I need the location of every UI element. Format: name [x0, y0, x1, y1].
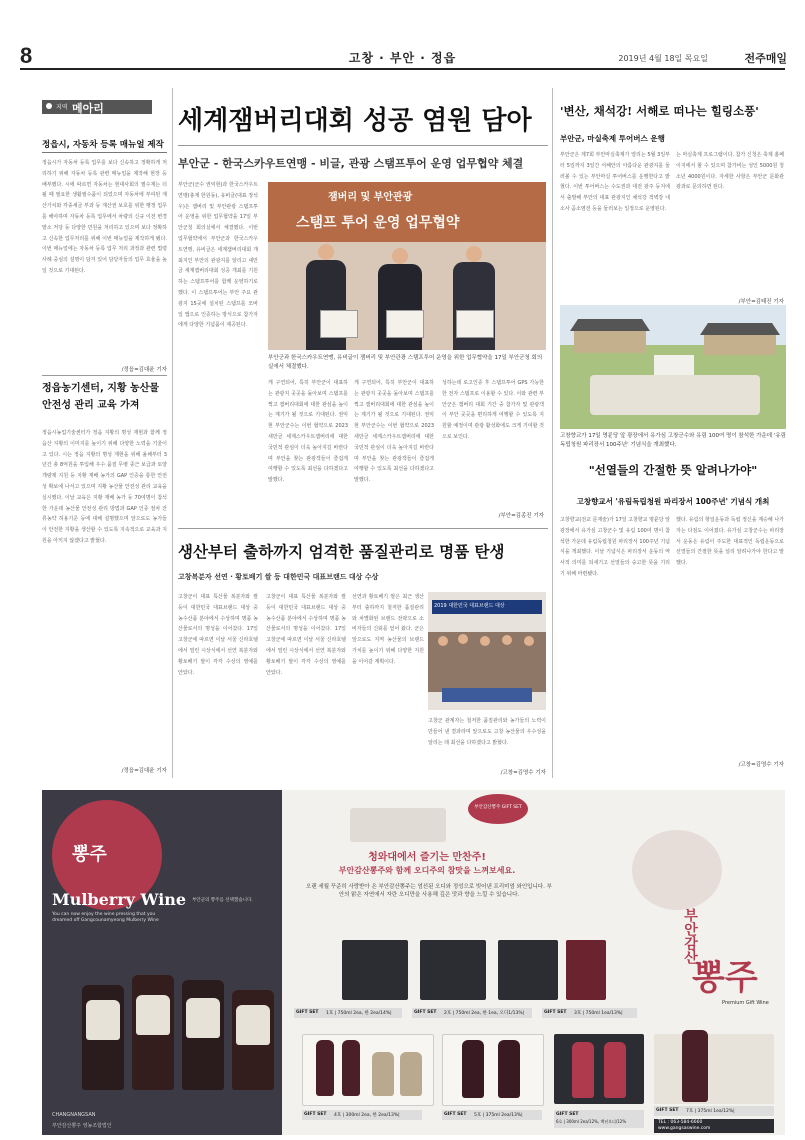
person-head	[480, 636, 490, 646]
gift-box	[498, 940, 558, 1000]
article-body: 정읍시농업기술센터가 정읍 지황의 명성 재현과 함께 정읍산 지황의 이미지를 높이기 위해 다양한 노력을 기울이고 있다. 시는 정읍 지황의 명성 재현을 위해 올해부터 3년간 총 8억원을 투입해 우수 품질 무병 종근 보급과 토양 개량제 지원 등 지황 재배 농가의 GAP 인증을 통한 안전성 확보에 나서고 있으며 지황 농산물 안전성 관리 교육을 실시했다. 이날 교육은 지황 재배 농가 등 70여명이 참석한 가운데 농산물 안전성 관리 방법과 GAP 인증 절차 잔류농약 허용기준 등에 대해 설명했으며 앞으로도 농가들이 안전한 지황을 생산할 수 있도록 지속적으로 교육과 지원을 아끼지 않겠다고 밝혔다.	[42, 430, 167, 544]
wine-bottle	[400, 1052, 422, 1096]
article-title: '변산, 채석강! 서해로 떠나는 힐링소풍'	[560, 104, 759, 118]
gift-set-price: 7호 | 375ml 1ea/12%|	[686, 1109, 735, 1114]
gift-set-label: GIFT SET	[296, 1010, 319, 1015]
hanok-wall	[704, 335, 776, 355]
column-divider	[552, 88, 553, 778]
person-head	[392, 248, 408, 264]
agreement-document	[456, 310, 494, 338]
gift-set-tag	[654, 1106, 774, 1116]
wine-bottle	[316, 1040, 334, 1096]
divider	[178, 145, 548, 146]
photo-caption: 고창향교가 17일 명륜당 앞 광장에서 유가심 고창군수와 유림 100여 명이 참석한 가운데 '유림독립청원 파리장서 100주년' 기념식을 개최했다.	[560, 433, 786, 448]
award-banner	[442, 688, 532, 702]
wine-bottle	[682, 1030, 708, 1102]
ad-body: 오랜 세월 꾸준히 사랑받아 온 부안감산뽕주는 엄선된 오디와 정성으로 빚어낸 프리미엄 와인입니다. 부안의 맑은 자연에서 자란 오디만을 사용해 깊은 맛과 향을 느낄 수 있습니다.	[306, 884, 552, 898]
article-headline: 정읍시, 자동차 등록 매뉴얼 제작	[42, 140, 164, 150]
company-url: www.gangsaswine.com	[658, 1126, 711, 1131]
person-head	[438, 636, 448, 646]
issue-date: 2019년 4월 18일 목요일	[618, 54, 708, 63]
main-photo	[268, 182, 546, 350]
wine-bottle	[498, 1040, 520, 1098]
ad-premium: Premium Gift Wine	[722, 1000, 769, 1006]
divider	[42, 375, 167, 376]
gift-set-tag	[294, 1008, 402, 1018]
ceremony-photo	[560, 305, 786, 429]
wine-bottle	[372, 1052, 394, 1096]
ad-headline: 청와대에서 즐기는 만찬주!	[368, 852, 486, 863]
article-subtitle: 고창향교서 '유림독립청원 파리장서 100주년' 기념식 개최	[576, 497, 770, 506]
tent	[654, 355, 694, 375]
article-body: 고창향교(전교 문재술)가 17일 고창향교 명륜당 앞 광장에서 유가심 고창군수 및 유림 100여 명이 참석한 가운데 유림독립청원 파리장서 100주년 기념식을 개최했다. 이날 기념식은 파리장서 운동의 역사적 의미를 되새기고 선열들의 숭고한 뜻을 기리기 위해 마련됐다.	[560, 517, 670, 577]
gift-set-label: GIFT SET	[304, 1112, 327, 1117]
person-head	[458, 634, 468, 644]
divider	[42, 152, 167, 153]
article-subtitle: 부안군, 마실축제 투어버스 운행	[560, 134, 665, 143]
agreement-document	[320, 310, 358, 338]
gift-set-price: 6호 | 300ml 2ea/12%, 백년오디/12%	[556, 1119, 627, 1124]
paper-name: 전주매일	[744, 52, 787, 65]
bottle-label	[236, 1005, 270, 1045]
ad-headline: 부안감산뽕주와 함께 오디주의 참맛을 느껴보세요.	[338, 866, 516, 875]
article-subtitle: 고창복분자 선연 · 황토배기 쌀 등 대한민국 대표브랜드 대상 수상	[178, 573, 379, 581]
gift-set-label: GIFT SET	[556, 1112, 579, 1117]
article-body: 부안군(군수 권익현)과 한국스카우트연맹(총재 한원동), 유비글(대표 장석우)은 잼버리 및 부안관광 스탬프투어 운영을 위한 업무협약을 17일 부안군청 회의실에서 체결했다. 이번 업무협약에서 부안군과 한국스카우트연맹, 유비글은 세계잼버리대회 개최지인 부안의 관광지를 알리고 새만금 세계잼버리대회 성공 개최를 기원하는 스탬프투어를 함께 운영하기로 했다. 이 스탬프투어는 부안 주요 관광지 15곳에 설치된 스탬프를 모바일 앱으로 인증하는 방식으로 참가자에게 다양한 기념품이 제공된다.	[178, 182, 258, 329]
seated-crowd	[590, 375, 760, 415]
award-photo	[428, 592, 546, 710]
ad-brand: Mulberry Wine	[52, 890, 187, 909]
wine-bottle	[342, 1040, 360, 1096]
wine-bottle	[572, 1042, 594, 1098]
gift-set-price: 4호 | 300ml 2ea, 한 2ea/13%|	[334, 1113, 400, 1118]
gift-set-tag	[412, 1008, 532, 1018]
ad-ribbon: CHANGNANGSAN	[52, 1112, 96, 1118]
article-body: 고창군 관계자는 철저한 품질관리와 농가들의 노력이 만들어 낸 결과라며 앞으로도 고창 농산물의 우수성을 알리는 데 최선을 다하겠다고 밝혔다.	[428, 718, 546, 746]
person-head	[502, 635, 512, 645]
article-title: "선열들의 간절한 뜻 알려나가야"	[588, 463, 758, 477]
ad-side-note: 부안군의 뽕주를 선택했습니다.	[192, 898, 253, 903]
person-head	[466, 246, 482, 262]
gift-set-price: 3호 | 750ml 1ea/13%|	[574, 1011, 623, 1016]
gift-badge-text: 부안감산뽕주 GIFT SET	[474, 805, 522, 810]
gift-box	[654, 1034, 774, 1104]
article-body: 고창군이 대표 특산물 복분자와 쌀 등이 대한민국 대표브랜드 대상 중 농수산품 분야에서 수상하며 명품 농산물로서의 명성을 이어갔다. 17일 고창군에 따르면 이날 서울 신라호텔에서 열린 시상식에서 선연 복분자와 황토배기 쌀이 각각 수상의 영예를 안았다.	[178, 594, 258, 676]
article-byline: /부안=김태진 기자	[738, 299, 784, 305]
gift-box	[442, 1034, 544, 1106]
bottle-label	[136, 995, 170, 1035]
article-byline: /고창=김영수 기자	[500, 770, 546, 776]
mulberry-fruit	[632, 830, 722, 910]
ad-big-logo: 부안감산	[682, 908, 698, 964]
photo-caption: 부안군과 한국스카우트연맹, 유비글이 잼버리 및 부안관광 스탬프투어 운영을 위한 업무협약을 17일 부안군청 회의실에서 체결했다.	[268, 355, 543, 370]
column-divider	[172, 88, 173, 778]
header-rule	[20, 68, 785, 70]
person-head	[524, 636, 534, 646]
hanok-roof	[570, 319, 650, 331]
gift-product-photo	[350, 808, 446, 842]
article-body: 성하는데 로고인증 후 스탬프투어 GPS 가능한 한 전자 스탬프로 이용할 수 있다. 이와 관련 부안군은 잼버리 대회 기간 중 참가자 및 관광객이 부안 곳곳을 편리하게 여행할 수 있도록 지원할 예정이며 관광 활성화에도 크게 기여할 것으로 보인다.	[442, 380, 544, 440]
article-title: 생산부터 출하까지 엄격한 품질관리로 명품 탄생	[178, 542, 505, 561]
gift-box	[554, 1034, 644, 1104]
wine-bottle	[462, 1040, 484, 1098]
bottle-label	[86, 1000, 120, 1040]
hanok-wall	[574, 331, 646, 353]
company-name: 부안감산뽕주 영농조합법인	[52, 1123, 112, 1129]
article-body: 선연과 황토배기 쌀은 최근 생산부터 출하까지 철저한 품질관리와 차별화된 브랜드 전략으로 소비자들의 신뢰를 얻어 왔다. 군은 앞으로도 지역 농산물의 브랜드 가치를 높이기 위해 다양한 지원을 이어갈 계획이다.	[352, 594, 424, 665]
article-body: 게 구연되어, 특히 부안군이 대표하는 관광지 곳곳을 돌아보며 스탬프를 찍고 잼버리대회에 대한 관심을 높이는 계기가 될 것으로 기대된다. 권익현 부안군수는 이번 협약으로 2023 새만금 세계스카우트잼버리에 대한 국민적 관심이 더욱 높아지길 바란다며 부안을 찾는 관광객들이 즐겁게 여행할 수 있도록 최선을 다하겠다고 말했다.	[268, 380, 348, 484]
hanok-roof	[700, 323, 780, 335]
bullet-icon	[46, 103, 52, 109]
gift-box	[342, 940, 408, 1000]
article-byline: /정읍=김대윤 기자	[121, 768, 167, 774]
divider	[178, 528, 548, 529]
gift-set-price: 1호 | 750ml 2ea, 한 2ea/14%|	[326, 1011, 392, 1016]
gift-box	[566, 940, 606, 1000]
banner-text: 잼버리 및 부안관광	[328, 192, 413, 203]
article-byline: /정읍=김대윤 기자	[121, 367, 167, 373]
gift-set-price: 2호 | 750ml 2ea, 한 1ea, 오디1/13%|	[444, 1011, 525, 1016]
wine-bottle	[604, 1042, 626, 1098]
ad-brand-sub: You can now enjoy the wine pressing that you dreamed off Gangcounamyeong Mulberry Wine	[52, 912, 159, 923]
article-body: 부안군은 제7회 부안마실축제가 열리는 5월 3일부터 5일까지 3일간 서해안의 아름다운 관광지를 둘러볼 수 있는 부안마실 투어버스를 운행한다고 밝혔다. 이번 투어버스는 수도권과 대전 광주 등지에서 출발해 부안의 대표 관광지인 채석강 적벽강 내소사 곰소염전 등을 둘러보는 일정으로 운영된다.	[560, 152, 670, 212]
ad-banner	[42, 790, 785, 1135]
gift-set-label: GIFT SET	[444, 1112, 467, 1117]
gift-set-tag	[554, 1110, 644, 1128]
contact-bar	[654, 1119, 774, 1133]
award-banner-text: 2019 대한민국 대표브랜드 대상	[434, 603, 505, 609]
bottle-label	[186, 998, 220, 1038]
article-headline: 정읍농기센터, 지황 농산물 안전성 관리 교육 가져	[42, 383, 160, 411]
main-title: 세계잼버리대회 성공 염원 담아	[178, 106, 532, 136]
article-body: 는 마실축제 프로그램이다. 참가 신청은 축제 홈페이지에서 할 수 있으며 참가비는 성인 5000원 청소년 4000원이다. 자세한 사항은 부안군 문화관광과로 문의하면 된다.	[676, 152, 784, 191]
page-number: 8	[20, 43, 33, 68]
article-byline: /고창=김영수 기자	[738, 762, 784, 768]
section-title: 고창 · 부안 · 정읍	[348, 51, 457, 65]
article-byline: /부안=김종진 기자	[498, 513, 544, 519]
gift-set-price: 5호 | 375ml 2ea/13%|	[474, 1113, 523, 1118]
gift-set-label: GIFT SET	[414, 1010, 437, 1015]
article-body: 게 구연되어, 특히 부안군이 대표하는 관광지 곳곳을 돌아보며 스탬프를 찍고 잼버리대회에 대한 관심을 높이는 계기가 될 것으로 기대된다. 권익현 부안군수는 이번 협약으로 2023 새만금 세계스카우트잼버리에 대한 국민적 관심이 더욱 높아지길 바란다며 부안을 찾는 관광객들이 즐겁게 여행할 수 있도록 최선을 다하겠다고 말했다.	[354, 380, 434, 484]
article-body: 정읍시가 자동차 등록 업무를 보다 신속하고 정확하게 처리하기 위해 자동차 등록 관련 매뉴얼을 제작해 현장 등 배부했다. 시에 따르면 자동차는 현대사회의 필수재는 더 될 때 필요한 생활필수품이 되었으며 자동차에 부여된 재산가치와 각종세금 부과 등 재산권 보호를 위한 행정 업무를 해야하며 자동차 등록 업무에서 차량의 신규 이전 변경 말소 저당 등 다양한 민원을 처리하고 있으며 보다 정확하고 신속한 업무처리를 위해 이번 매뉴얼을 제작하게 됐다. 이번 매뉴얼에는 자동차 등록 업무 처리 과정과 관련 법령 사례 중심의 설명이 담겨 있어 담당자들의 업무 효율을 높일 것으로 기대된다.	[42, 160, 167, 274]
gift-set-label: GIFT SET	[544, 1010, 567, 1015]
column-tag	[42, 100, 152, 114]
gift-box	[420, 940, 486, 1000]
tag-title: 메아리	[72, 102, 104, 115]
article-body: 했다. 유림의 항일운동과 독립 정신을 계승해 나가자는 다짐도 이어졌다. 유가심 고창군수는 파리장서 운동은 유림이 주도한 대표적인 독립운동으로 선열들의 간절한 뜻을 널리 알려나가야 한다고 말했다.	[676, 517, 784, 567]
gift-set-label: GIFT SET	[656, 1108, 679, 1113]
company-phone: TEL : 063-584-6660	[658, 1120, 703, 1125]
gift-set-tag	[442, 1110, 542, 1120]
banner-text: 스탬프 투어 운영 업무협약	[296, 215, 460, 231]
person-head	[318, 244, 334, 260]
gift-set-tag	[302, 1110, 422, 1120]
ad-logo-text: 뽕주	[72, 844, 107, 865]
tag-label: 지역	[56, 104, 68, 111]
article-body: 고창군이 대표 특산물 복분자와 쌀 등이 대한민국 대표브랜드 대상 중 농수산품 분야에서 수상하며 명품 농산물로서의 명성을 이어갔다. 17일 고창군에 따르면 이날 서울 신라호텔에서 열린 시상식에서 선연 복분자와 황토배기 쌀이 각각 수상의 영예를 안았다.	[266, 594, 346, 676]
ad-big-logo: 뽕주	[692, 958, 758, 998]
agreement-document	[386, 310, 424, 338]
main-subtitle: 부안군 - 한국스카우트연맹 - 비글, 관광 스탬프투어 운영 업무협약 체결	[178, 157, 524, 170]
gift-set-tag	[542, 1008, 637, 1018]
